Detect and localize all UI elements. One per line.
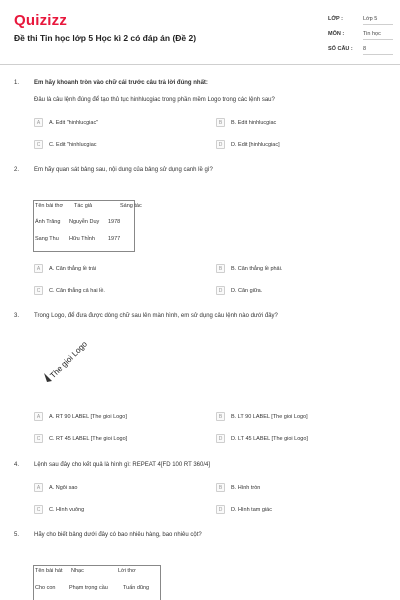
- worksheet-header: [0, 0, 400, 62]
- option-text: B. Hình tròn: [231, 484, 261, 491]
- question-text: Lệnh sau đây cho kết quả là hình gì: REPEAT 4[FD 100 RT 360/4]: [34, 462, 211, 468]
- option-b[interactable]: [216, 264, 282, 273]
- rotated-label-text: The gioi Logo: [48, 339, 89, 381]
- option-key: D: [216, 286, 225, 295]
- option-text: D. Hình tam giác: [231, 506, 272, 513]
- song-table: [33, 565, 161, 600]
- table-cell: Nguyễn Duy: [69, 219, 100, 225]
- option-key: D: [216, 505, 225, 514]
- table-cell: Hữu Thỉnh: [69, 236, 95, 242]
- table-cell: Tác giả: [74, 203, 93, 209]
- option-text: B. LT 90 LABEL [The gioi Logo]: [231, 413, 308, 420]
- option-text: A. Edit "hinhlucgiac": [49, 119, 99, 126]
- option-text: B. Căn thẳng lề phải.: [231, 265, 283, 272]
- question-number: 2.: [14, 167, 20, 173]
- option-text: D. Edit [hinhlucgiac]: [231, 141, 280, 148]
- option-key: A: [34, 483, 43, 492]
- option-b[interactable]: [216, 412, 308, 421]
- option-key: D: [216, 140, 225, 149]
- option-text: A. Ngôi sao: [49, 484, 78, 491]
- table-cell: Tên bài hát: [35, 568, 63, 574]
- table-cell: Phạm trọng cầu: [69, 585, 108, 591]
- table-cell: Cho con: [35, 585, 56, 591]
- table-cell: Tên bài thơ: [35, 203, 64, 209]
- table-cell: Ánh Trăng: [35, 219, 61, 225]
- option-key: C: [34, 434, 43, 443]
- option-d[interactable]: [216, 505, 272, 514]
- question-number: 4.: [14, 462, 20, 468]
- subject-value: Tin học: [363, 31, 393, 40]
- option-key: B: [216, 412, 225, 421]
- option-key: B: [216, 118, 225, 127]
- table-cell: 1977: [108, 236, 121, 242]
- quizizz-logo[interactable]: Quizizz: [14, 12, 68, 29]
- table-cell: Lời thơ: [118, 568, 136, 574]
- option-b[interactable]: [216, 118, 276, 127]
- option-key: C: [34, 286, 43, 295]
- option-text: C. Hình vuông: [49, 506, 85, 513]
- question-text: Hãy cho biết bảng dưới đây có bao nhiêu hàng, bao nhiêu cột?: [34, 532, 202, 538]
- option-key: C: [34, 505, 43, 514]
- table-cell: Sang Thu: [35, 236, 59, 242]
- question-count-value: 8: [363, 46, 393, 55]
- option-b[interactable]: [216, 483, 260, 492]
- option-d[interactable]: [216, 140, 280, 149]
- table-cell: Sáng tác: [120, 203, 142, 209]
- option-a[interactable]: [34, 264, 96, 273]
- question-number: 3.: [14, 313, 20, 319]
- option-d[interactable]: [216, 434, 308, 443]
- rotated-label-image: [40, 332, 120, 392]
- option-text: D. LT 45 LABEL [The gioi Logo]: [231, 435, 308, 442]
- option-key: A: [34, 264, 43, 273]
- question-number: 1.: [14, 80, 20, 86]
- header-divider: [0, 64, 400, 65]
- class-label: LỚP :: [328, 16, 343, 22]
- option-c[interactable]: [34, 434, 127, 443]
- option-a[interactable]: [34, 483, 77, 492]
- question-subtext: Đâu là câu lệnh đúng để tạo thủ tục hinhlucgiac trong phần mềm Logo trong các lệnh sau?: [34, 97, 275, 103]
- question-number: 5.: [14, 532, 20, 538]
- option-text: C. Edit "hinhlucgiac: [49, 141, 97, 148]
- subject-label: MÔN :: [328, 31, 345, 37]
- question-text: Trong Logo, để đưa được dòng chữ sau lên màn hình, em sử dụng câu lệnh nào dưới đây?: [34, 313, 278, 319]
- page-title: Đề thi Tin học lớp 5 Học kì 2 có đáp án (Đề 2): [14, 33, 197, 43]
- option-c[interactable]: [34, 286, 105, 295]
- option-a[interactable]: [34, 412, 127, 421]
- table-cell: Tuấn dũng: [123, 585, 150, 591]
- option-text: B. Edit hinhlucgiac: [231, 119, 277, 126]
- table-cell: Nhạc: [71, 568, 84, 574]
- question-text: Em hãy quan sát bảng sau, nội dung của bảng sử dụng canh lề gì?: [34, 167, 213, 173]
- question-count-label: SỐ CÂU :: [328, 46, 353, 52]
- option-a[interactable]: [34, 118, 98, 127]
- option-key: A: [34, 118, 43, 127]
- option-text: A. RT 90 LABEL [The gioi Logo]: [49, 413, 127, 420]
- option-key: B: [216, 264, 225, 273]
- option-key: C: [34, 140, 43, 149]
- question-text: Em hãy khoanh tròn vào chữ cái trước câu trả lời đúng nhất:: [34, 80, 208, 86]
- option-text: D. Căn giữa.: [231, 287, 263, 294]
- option-text: A. Căn thẳng lề trái: [49, 265, 97, 272]
- option-text: C. Căn thẳng cả hai lề.: [49, 287, 105, 294]
- option-key: A: [34, 412, 43, 421]
- option-key: B: [216, 483, 225, 492]
- option-text: C. RT 45 LABEL [The gioi Logo]: [49, 435, 128, 442]
- option-c[interactable]: [34, 505, 84, 514]
- poem-table: [33, 200, 142, 252]
- option-key: D: [216, 434, 225, 443]
- option-c[interactable]: [34, 140, 97, 149]
- table-cell: 1978: [108, 219, 121, 225]
- option-d[interactable]: [216, 286, 262, 295]
- class-value: Lớp 5: [363, 16, 393, 25]
